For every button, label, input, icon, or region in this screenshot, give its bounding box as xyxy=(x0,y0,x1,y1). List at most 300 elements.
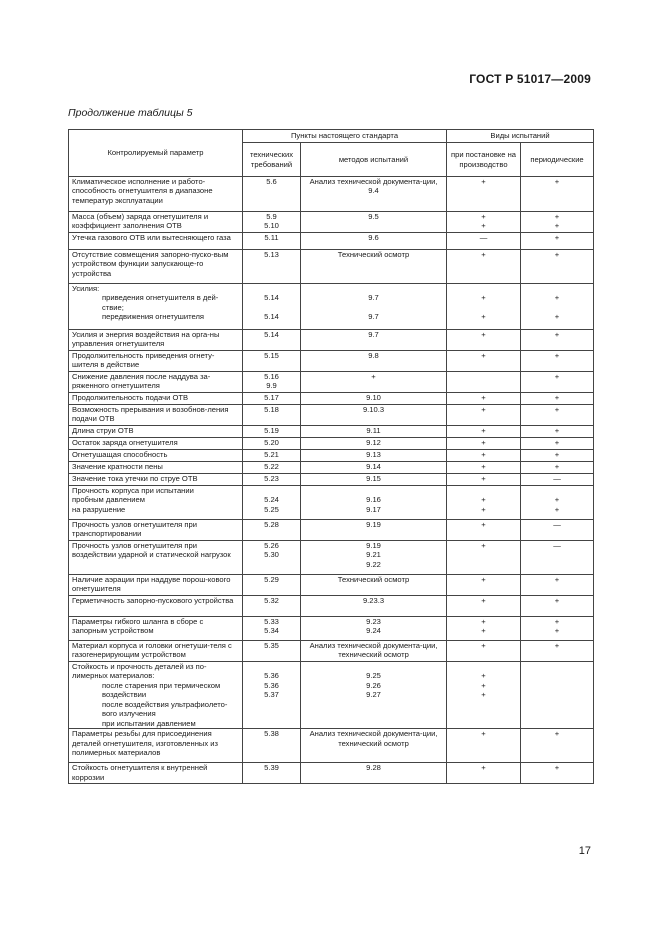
cell-methods xyxy=(301,520,447,541)
cell-prod xyxy=(447,541,521,575)
cell-line: Остаток заряда огнетушителя xyxy=(72,438,178,447)
table-row xyxy=(69,450,594,462)
cell-param xyxy=(69,405,243,426)
cell-line: Длина струи ОТВ xyxy=(72,426,134,435)
cell-line: Усилия и энергия воздействия на орга-ны управления огнетушителя xyxy=(72,330,220,349)
cell-line: 9.5 xyxy=(368,212,379,221)
cell-param xyxy=(69,250,243,284)
cell-line: 5.23 xyxy=(264,474,279,483)
cell-line: 5.22 xyxy=(264,462,279,471)
cell-line: Прочность узлов огнетушителя при воздействии ударной и статической нагрузок xyxy=(72,541,231,560)
cell-line: Отсутствие совмещения запорно-пуско-вым устройством функции запускающе-го устройства xyxy=(72,250,229,278)
cell-prod xyxy=(447,351,521,372)
cell-line: 9.7 xyxy=(368,330,379,339)
table-row xyxy=(69,405,594,426)
cell-prod xyxy=(447,330,521,351)
cell-line: + xyxy=(481,438,486,447)
cell-prod xyxy=(447,372,521,393)
cell-line: 5.11 xyxy=(264,233,279,242)
cell-prod xyxy=(447,405,521,426)
cell-line xyxy=(246,486,297,495)
cell-line: + xyxy=(554,438,560,447)
cell-line: 5.33 xyxy=(264,617,279,626)
cell-methods xyxy=(301,438,447,450)
cell-param xyxy=(69,212,243,233)
cell-line: Анализ технической документа-ции, технический осмотр xyxy=(309,729,438,748)
cell-line: + xyxy=(554,177,560,186)
cell-line: Анализ технической документа-ции, технический осмотр xyxy=(309,641,438,660)
cell-param xyxy=(69,351,243,372)
cell-line: ствие; xyxy=(102,302,124,312)
cell-line: Значение тока утечки по струе ОТВ xyxy=(72,474,198,483)
cell-line: + xyxy=(481,177,486,186)
cell-line: Утечка газового ОТВ или вытесняющего газа xyxy=(72,233,231,242)
cell-line: 5.20 xyxy=(264,438,279,447)
cell-methods xyxy=(301,426,447,438)
cell-tech xyxy=(243,641,301,662)
cell-tech xyxy=(243,284,301,330)
cell-line: 9.7 xyxy=(368,293,379,303)
cell-methods xyxy=(301,405,447,426)
cell-line: 9.7 xyxy=(368,312,379,322)
cell-tech xyxy=(243,450,301,462)
cell-line: Герметичность запорно-пускового устройства xyxy=(72,596,234,605)
cell-param xyxy=(69,438,243,450)
cell-tech xyxy=(243,462,301,474)
cell-line: 5.26 xyxy=(264,541,279,550)
cell-param xyxy=(69,641,243,662)
cell-line: + xyxy=(554,495,560,505)
cell-line: + xyxy=(554,617,560,626)
cell-line: 5.6 xyxy=(266,177,277,186)
cell-tech xyxy=(243,233,301,250)
cell-line: Технический осмотр xyxy=(337,250,410,259)
cell-line: Наличие аэрации при наддуве порош-кового огнетушителя xyxy=(72,575,231,594)
cell-line: + xyxy=(481,474,486,483)
page-number: 17 xyxy=(578,845,591,857)
cell-line: Материал корпуса и головки огнетуши-теля с газогенерирующим устройством xyxy=(72,641,232,660)
cell-line: 9.27 xyxy=(366,690,381,700)
cell-tech xyxy=(243,426,301,438)
cell-line: 5.15 xyxy=(264,351,279,360)
cell-line: + xyxy=(554,312,560,322)
cell-tech xyxy=(243,617,301,641)
cell-line: + xyxy=(554,596,560,605)
cell-line: 5.13 xyxy=(264,250,279,259)
cell-prod xyxy=(447,763,521,784)
table-row xyxy=(69,486,594,520)
cell-line: + xyxy=(554,405,560,414)
cell-line: 9.17 xyxy=(366,504,381,514)
cell-line: 5.34 xyxy=(264,626,279,636)
cell-line: + xyxy=(481,641,486,650)
cell-methods xyxy=(301,541,447,575)
table-row xyxy=(69,474,594,486)
cell-methods xyxy=(301,641,447,662)
cell-param xyxy=(69,284,243,330)
cell-prod xyxy=(447,520,521,541)
cell-prod xyxy=(447,233,521,250)
header-param: Контролируемый параметр xyxy=(69,130,243,177)
table-row xyxy=(69,212,594,233)
cell-line xyxy=(246,303,297,312)
cell-prod xyxy=(447,662,521,729)
cell-line: + xyxy=(554,293,560,303)
cell-line: + xyxy=(554,351,560,360)
cell-line: приведения огнетушителя в дей- xyxy=(102,293,219,303)
cell-prod xyxy=(447,617,521,641)
cell-methods xyxy=(301,233,447,250)
cell-methods xyxy=(301,662,447,729)
cell-line: 5.35 xyxy=(264,641,279,650)
cell-line: пробным давлением xyxy=(72,495,145,505)
cell-line: 9.6 xyxy=(368,233,379,242)
cell-period xyxy=(521,212,594,233)
cell-param xyxy=(69,662,243,729)
cell-line: 9.21 xyxy=(366,550,381,560)
cell-prod xyxy=(447,729,521,763)
cell-line: 5.36 xyxy=(264,671,279,681)
cell-param xyxy=(69,520,243,541)
cell-line: + xyxy=(481,312,486,322)
cell-tech xyxy=(243,662,301,729)
table-body xyxy=(69,177,594,784)
cell-line: при испытании давлением xyxy=(102,718,196,728)
cell-line: + xyxy=(554,233,560,242)
cell-line xyxy=(524,486,590,495)
cell-param xyxy=(69,330,243,351)
cell-line: + xyxy=(554,426,560,435)
cell-param xyxy=(69,393,243,405)
cell-line: 5.18 xyxy=(264,405,279,414)
cell-period xyxy=(521,486,594,520)
cell-period xyxy=(521,462,594,474)
cell-period xyxy=(521,729,594,763)
cell-period xyxy=(521,372,594,393)
cell-param xyxy=(69,596,243,617)
cell-line: + xyxy=(554,504,560,514)
cell-period xyxy=(521,438,594,450)
cell-line: + xyxy=(481,617,486,626)
cell-line: + xyxy=(481,690,486,700)
cell-line: Параметры резьбы для присоединения деталей огнетушителя, изготовленных из полимерных материалов xyxy=(72,729,218,758)
table-row xyxy=(69,617,594,641)
cell-period xyxy=(521,284,594,330)
cell-line: Значение кратности пены xyxy=(72,462,163,471)
cell-line xyxy=(524,662,590,671)
cell-line: — xyxy=(479,233,488,242)
cell-period xyxy=(521,596,594,617)
table-row xyxy=(69,393,594,405)
cell-line: + xyxy=(481,250,486,259)
cell-line: 5.28 xyxy=(264,520,279,529)
cell-tech xyxy=(243,372,301,393)
cell-line: Продолжительность приведения огнету-шителя в действие xyxy=(72,351,215,370)
cell-line: 9.8 xyxy=(368,351,379,360)
cell-line: — xyxy=(553,520,561,529)
cell-line: + xyxy=(554,462,560,471)
cell-line: 5.32 xyxy=(264,596,279,605)
cell-line: 9.10.3 xyxy=(362,405,385,414)
cell-line: + xyxy=(554,729,560,739)
cell-line: 5.16 xyxy=(264,372,279,381)
table-row xyxy=(69,351,594,372)
cell-period xyxy=(521,250,594,284)
cell-line xyxy=(450,372,517,381)
cell-tech xyxy=(243,596,301,617)
cell-prod xyxy=(447,393,521,405)
table-row xyxy=(69,284,594,330)
table-row xyxy=(69,596,594,617)
table-row xyxy=(69,520,594,541)
cell-tech xyxy=(243,486,301,520)
cell-prod xyxy=(447,284,521,330)
cell-line: 9.22 xyxy=(366,559,381,569)
header-methods: методов испытаний xyxy=(301,143,447,177)
cell-tech xyxy=(243,541,301,575)
cell-line: + xyxy=(481,575,486,584)
cell-line: + xyxy=(481,405,486,414)
cell-methods xyxy=(301,729,447,763)
cell-period xyxy=(521,426,594,438)
cell-tech xyxy=(243,393,301,405)
cell-line: Масса (объем) заряда огнетушителя и коэффициент заполнения ОТВ xyxy=(72,212,209,231)
cell-line: 9.16 xyxy=(366,495,381,505)
cell-period xyxy=(521,330,594,351)
cell-line: + xyxy=(481,520,486,529)
cell-methods xyxy=(301,763,447,784)
cell-tech xyxy=(243,438,301,450)
cell-methods xyxy=(301,284,447,330)
cell-line: + xyxy=(554,221,560,231)
cell-line: 5.38 xyxy=(264,729,279,739)
cell-line: + xyxy=(481,680,486,690)
cell-line: 9.24 xyxy=(366,626,381,636)
cell-methods xyxy=(301,596,447,617)
cell-param xyxy=(69,486,243,520)
cell-param xyxy=(69,177,243,212)
cell-line: + xyxy=(554,450,560,459)
cell-tech xyxy=(243,729,301,763)
cell-param xyxy=(69,763,243,784)
cell-prod xyxy=(447,462,521,474)
cell-line: + xyxy=(554,575,560,584)
cell-line xyxy=(524,681,590,690)
cell-period xyxy=(521,541,594,575)
cell-methods xyxy=(301,462,447,474)
table-row xyxy=(69,662,594,729)
cell-prod xyxy=(447,596,521,617)
cell-param xyxy=(69,541,243,575)
cell-line: + xyxy=(481,393,486,402)
cell-line: + xyxy=(481,541,486,550)
cell-line: 5.29 xyxy=(264,575,279,584)
cell-line: Стойкость огнетушителя к внутренней коррозии xyxy=(72,763,208,782)
cell-line: Анализ технической документа-ции, 9.4 xyxy=(309,177,438,196)
cell-line: 9.13 xyxy=(366,450,381,459)
cell-line: + xyxy=(554,250,560,259)
cell-line: 5.36 xyxy=(264,680,279,690)
table-row xyxy=(69,426,594,438)
cell-tech xyxy=(243,763,301,784)
cell-prod xyxy=(447,426,521,438)
cell-prod xyxy=(447,212,521,233)
cell-methods xyxy=(301,617,447,641)
cell-line: 9.25 xyxy=(366,671,381,681)
table-row xyxy=(69,233,594,250)
cell-line: + xyxy=(481,626,486,636)
cell-period xyxy=(521,405,594,426)
cell-line: 5.30 xyxy=(264,550,279,560)
cell-param xyxy=(69,617,243,641)
cell-line xyxy=(246,284,297,293)
cell-line: 9.15 xyxy=(366,474,381,483)
cell-line: + xyxy=(481,212,486,221)
cell-line: Огнетушащая способность xyxy=(72,450,168,459)
cell-line xyxy=(450,303,517,312)
table-row xyxy=(69,330,594,351)
cell-methods xyxy=(301,486,447,520)
cell-line: 9.9 xyxy=(266,381,277,391)
cell-line: Параметры гибкого шланга в сборе с запорным устройством xyxy=(72,617,204,636)
cell-line: Климатическое исполнение и работо-способность огнетушителя в диапазоне температур эксплуатации xyxy=(72,177,213,205)
cell-param xyxy=(69,575,243,596)
cell-line: + xyxy=(554,393,560,402)
cell-methods xyxy=(301,250,447,284)
cell-line: + xyxy=(371,372,376,381)
cell-line: + xyxy=(481,221,486,231)
cell-period xyxy=(521,474,594,486)
cell-methods xyxy=(301,372,447,393)
cell-period xyxy=(521,351,594,372)
cell-methods xyxy=(301,351,447,372)
cell-methods xyxy=(301,474,447,486)
cell-period xyxy=(521,450,594,462)
cell-methods xyxy=(301,330,447,351)
cell-line: 5.10 xyxy=(264,221,279,231)
cell-line: + xyxy=(554,763,560,773)
cell-period xyxy=(521,763,594,784)
table-row xyxy=(69,462,594,474)
cell-param xyxy=(69,462,243,474)
cell-line: 9.23 xyxy=(366,617,381,626)
cell-line xyxy=(304,486,443,495)
requirements-table xyxy=(68,129,594,784)
cell-period xyxy=(521,177,594,212)
cell-line: Продолжительность подачи ОТВ xyxy=(72,393,189,402)
cell-line: 5.24 xyxy=(264,495,279,505)
cell-param xyxy=(69,450,243,462)
table-row xyxy=(69,372,594,393)
cell-line: 9.19 xyxy=(366,541,381,550)
cell-line: 9.14 xyxy=(366,462,381,471)
table-row xyxy=(69,729,594,763)
cell-line: 5.14 xyxy=(264,312,279,322)
cell-methods xyxy=(301,212,447,233)
cell-param xyxy=(69,426,243,438)
cell-line: 5.14 xyxy=(264,330,279,339)
cell-prod xyxy=(447,450,521,462)
cell-line: Прочность узлов огнетушителя при транспортировании xyxy=(72,520,197,539)
header-std-group: Пункты настоящего стандарта xyxy=(243,130,447,143)
cell-tech xyxy=(243,520,301,541)
cell-line: — xyxy=(553,541,561,550)
table-row xyxy=(69,641,594,662)
cell-line xyxy=(524,284,590,293)
cell-line: + xyxy=(481,330,486,339)
cell-line: + xyxy=(554,626,560,636)
cell-line: Стойкость и прочность деталей из по-лимерных материалов: xyxy=(72,662,207,681)
cell-prod xyxy=(447,486,521,520)
cell-tech xyxy=(243,351,301,372)
table-row xyxy=(69,177,594,212)
cell-line: Технический осмотр xyxy=(337,575,410,584)
cell-param xyxy=(69,372,243,393)
cell-tech xyxy=(243,474,301,486)
cell-line: Снижение давления после наддува за-ряженного огнетушителя xyxy=(72,372,211,391)
cell-line: + xyxy=(481,504,486,514)
header-tests-group: Виды испытаний xyxy=(447,130,594,143)
cell-prod xyxy=(447,438,521,450)
cell-tech xyxy=(243,177,301,212)
cell-line: после воздействия ультрафиолето-вого излучения xyxy=(102,699,228,719)
cell-param xyxy=(69,233,243,250)
cell-line: 9.26 xyxy=(366,680,381,690)
cell-line: + xyxy=(481,351,486,360)
table-row xyxy=(69,438,594,450)
cell-line: + xyxy=(481,462,486,471)
cell-line xyxy=(450,662,517,671)
cell-line: + xyxy=(481,450,486,459)
cell-line xyxy=(450,284,517,293)
cell-line: Усилия: xyxy=(72,284,100,293)
cell-methods xyxy=(301,177,447,212)
cell-line: + xyxy=(481,495,486,505)
cell-prod xyxy=(447,250,521,284)
cell-line xyxy=(304,662,443,671)
cell-tech xyxy=(243,405,301,426)
cell-line: + xyxy=(554,372,560,381)
cell-line: 9.23.3 xyxy=(362,596,385,605)
cell-line: 9.19 xyxy=(366,520,381,529)
cell-tech xyxy=(243,212,301,233)
cell-line: 5.9 xyxy=(266,212,277,221)
cell-line: 9.10 xyxy=(366,393,381,402)
table-row xyxy=(69,250,594,284)
cell-line xyxy=(304,303,443,312)
cell-prod xyxy=(447,575,521,596)
table-caption: Продолжение таблицы 5 xyxy=(68,107,193,119)
cell-line: 5.21 xyxy=(264,450,279,459)
cell-line: 5.37 xyxy=(264,690,279,700)
cell-period xyxy=(521,233,594,250)
cell-line: после старения при термическом воздействии xyxy=(102,680,221,700)
cell-param xyxy=(69,729,243,763)
cell-period xyxy=(521,662,594,729)
header-production: при постановке на производство xyxy=(447,143,521,177)
cell-prod xyxy=(447,474,521,486)
cell-prod xyxy=(447,177,521,212)
cell-tech xyxy=(243,575,301,596)
cell-period xyxy=(521,641,594,662)
cell-prod xyxy=(447,641,521,662)
table-row xyxy=(69,541,594,575)
cell-line: Прочность корпуса при испытании xyxy=(72,486,194,495)
cell-line: + xyxy=(554,212,560,221)
cell-line xyxy=(246,662,297,671)
cell-methods xyxy=(301,393,447,405)
cell-line: 5.14 xyxy=(264,293,279,303)
